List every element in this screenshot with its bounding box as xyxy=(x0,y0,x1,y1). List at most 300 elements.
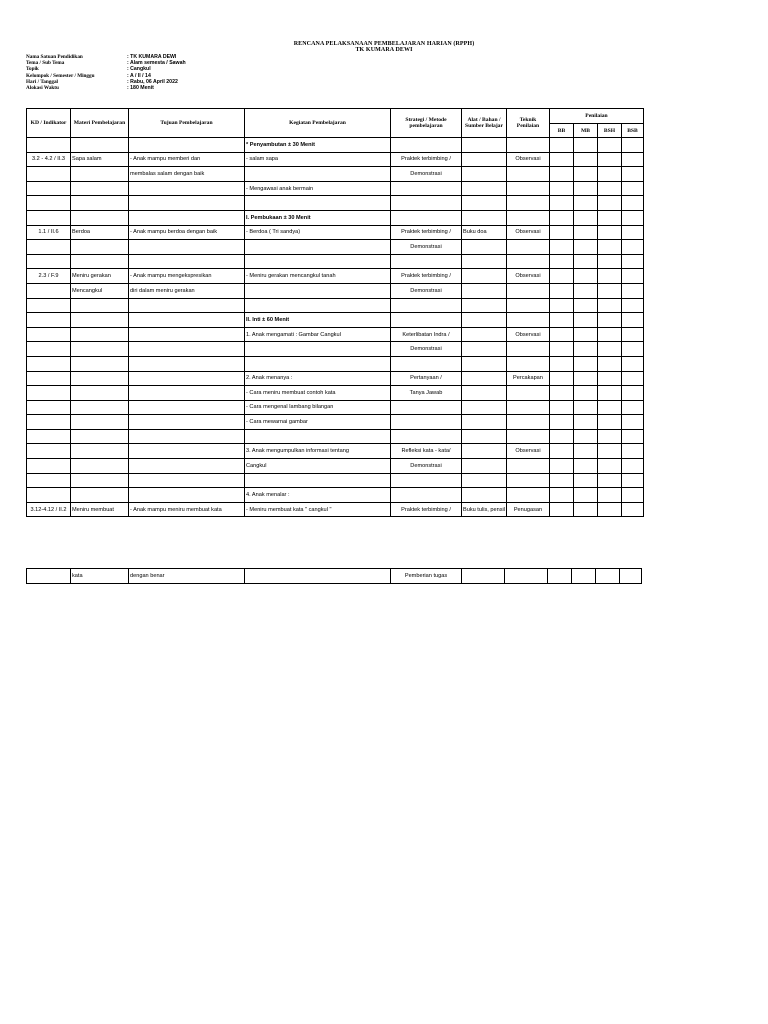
table-row xyxy=(27,181,644,196)
cell-bsh xyxy=(597,488,621,503)
cell-materi xyxy=(71,342,129,357)
cell-bsb xyxy=(621,196,643,211)
header-alat: Alat / Bahan / Sumber Belajar xyxy=(462,109,507,138)
cell-tujuan xyxy=(129,210,245,225)
cell-teknik xyxy=(506,313,549,328)
cell-bb xyxy=(549,283,573,298)
cell-bsh xyxy=(597,502,621,517)
cell-alat xyxy=(462,444,507,459)
cell-materi xyxy=(71,210,129,225)
header-teknik: Teknik Penilaian xyxy=(506,109,549,138)
info-value: : A / II / 14 xyxy=(127,72,151,79)
cell-kegiatan xyxy=(245,569,391,584)
cell-materi xyxy=(71,386,129,401)
cell-alat xyxy=(462,386,507,401)
cell-kd xyxy=(27,459,71,474)
cell-kd xyxy=(27,240,71,255)
cell-strategi: Demonstrasi xyxy=(391,283,462,298)
cell-alat xyxy=(462,210,507,225)
cell-materi xyxy=(71,167,129,182)
cell-strategi xyxy=(391,196,462,211)
cell-bsb xyxy=(621,167,643,182)
cell-bsh xyxy=(597,167,621,182)
info-value: : Cangkul xyxy=(127,66,151,73)
cell-tujuan: membalas salam dengan baik xyxy=(129,167,245,182)
cell-mb xyxy=(573,459,597,474)
cell-materi: Meniru membuat xyxy=(71,502,129,517)
cell-alat xyxy=(462,240,507,255)
cell-kd xyxy=(27,298,71,313)
cell-mb xyxy=(573,298,597,313)
cell-kd: 1.1 / II.6 xyxy=(27,225,71,240)
cell-tujuan: - Anak mampu berdoa dengan baik xyxy=(129,225,245,240)
cell-teknik xyxy=(506,342,549,357)
cell-mb xyxy=(573,502,597,517)
cell-kd xyxy=(27,196,71,211)
table-row xyxy=(27,269,644,284)
table-row xyxy=(27,152,644,167)
cell-teknik xyxy=(506,181,549,196)
cell-bb xyxy=(549,298,573,313)
cell-materi xyxy=(71,196,129,211)
cell-bb xyxy=(549,313,573,328)
cell-bsh xyxy=(597,356,621,371)
cell-bsb xyxy=(621,473,643,488)
cell-materi: Sapa salam xyxy=(71,152,129,167)
info-label: Topik xyxy=(26,66,39,73)
cell-mb xyxy=(573,313,597,328)
cell-bb xyxy=(549,196,573,211)
cell-mb xyxy=(573,371,597,386)
cell-strategi: Demonstrasi xyxy=(391,240,462,255)
cell-tujuan xyxy=(129,400,245,415)
cell-kegiatan: I. Pembukaan ± 30 Menit xyxy=(245,210,391,225)
info-value: : Rabu, 06 April 2022 xyxy=(127,78,178,85)
cell-strategi: Refleksi kata - kata/ xyxy=(391,444,462,459)
cell-tujuan xyxy=(129,386,245,401)
cell-teknik xyxy=(506,429,549,444)
cell-bsh xyxy=(597,444,621,459)
cell-alat xyxy=(462,400,507,415)
header-kegiatan: Kegiatan Pembelajaran xyxy=(245,109,391,138)
cell-bsb xyxy=(621,283,643,298)
cell-kegiatan: - Meniru gerakan mencangkul tanah xyxy=(245,269,391,284)
cell-strategi: Praktek terbimbing / xyxy=(391,502,462,517)
cell-alat xyxy=(462,459,507,474)
cell-bb xyxy=(549,181,573,196)
cell-strategi: Demonstrasi xyxy=(391,342,462,357)
cell-bsh xyxy=(597,298,621,313)
cell-bsb xyxy=(621,313,643,328)
cell-mb xyxy=(573,181,597,196)
cell-bsb xyxy=(621,152,643,167)
cell-tujuan xyxy=(129,356,245,371)
info-label: Kelompok / Semester / Minggu xyxy=(26,72,95,79)
cell-bsh xyxy=(597,210,621,225)
table-row xyxy=(27,327,644,342)
cell-tujuan: - Anak mampu meniru membuat kata xyxy=(129,502,245,517)
cell-kd xyxy=(27,138,71,153)
table-row xyxy=(27,415,644,430)
cell-bb xyxy=(549,152,573,167)
cell-materi xyxy=(71,488,129,503)
cell-teknik: Observasi xyxy=(506,269,549,284)
cell-bb xyxy=(549,167,573,182)
cell-bsh xyxy=(597,473,621,488)
cell-strategi: Demonstrasi xyxy=(391,459,462,474)
cell-teknik xyxy=(505,569,548,584)
cell-tujuan xyxy=(129,342,245,357)
cell-kegiatan: 2. Anak menanya : xyxy=(245,371,391,386)
cell-kd xyxy=(27,327,71,342)
cell-tujuan xyxy=(129,138,245,153)
cell-strategi xyxy=(391,473,462,488)
cell-materi xyxy=(71,444,129,459)
cell-tujuan xyxy=(129,371,245,386)
cell-bb xyxy=(549,210,573,225)
cell-kegiatan: - Cara meniru membuat contoh kata xyxy=(245,386,391,401)
cell-tujuan xyxy=(129,459,245,474)
cell-mb xyxy=(573,327,597,342)
cell-bsb xyxy=(621,240,643,255)
cell-kegiatan: - Berdoa ( Tri sandya) xyxy=(245,225,391,240)
cell-teknik xyxy=(506,283,549,298)
cell-bsb xyxy=(621,488,643,503)
cell-kd xyxy=(27,283,71,298)
cell-strategi: Pemberian tugas xyxy=(391,569,462,584)
cell-kd xyxy=(27,415,71,430)
cell-kd xyxy=(27,356,71,371)
cell-bsb xyxy=(621,327,643,342)
cell-bb xyxy=(549,371,573,386)
cell-kd xyxy=(27,473,71,488)
cell-tujuan xyxy=(129,196,245,211)
cell-alat xyxy=(462,327,507,342)
table-row xyxy=(27,386,644,401)
cell-bsb xyxy=(621,429,643,444)
table-row xyxy=(27,342,644,357)
cell-bb xyxy=(549,342,573,357)
cell-strategi xyxy=(391,313,462,328)
cell-strategi: Keterlibatan Indra / xyxy=(391,327,462,342)
cell-materi xyxy=(71,298,129,313)
cell-bb xyxy=(549,400,573,415)
table-row xyxy=(27,473,644,488)
cell-bsb xyxy=(621,138,643,153)
cell-bb xyxy=(549,502,573,517)
cell-bb xyxy=(549,327,573,342)
cell-bsb xyxy=(621,181,643,196)
cell-alat xyxy=(462,473,507,488)
cell-alat xyxy=(462,569,505,584)
cell-kegiatan xyxy=(245,283,391,298)
cell-mb xyxy=(573,400,597,415)
cell-teknik: Observasi xyxy=(506,225,549,240)
cell-bsb xyxy=(621,356,643,371)
cell-strategi xyxy=(391,298,462,313)
cell-bb xyxy=(549,429,573,444)
cell-mb xyxy=(573,240,597,255)
document-subtitle: TK KUMARA DEWI xyxy=(355,47,413,53)
cell-kegiatan xyxy=(245,254,391,269)
cell-bsb xyxy=(621,444,643,459)
cell-tujuan xyxy=(129,313,245,328)
cell-alat xyxy=(462,181,507,196)
cell-bsh xyxy=(597,225,621,240)
cell-kegiatan xyxy=(245,429,391,444)
cell-bsh xyxy=(597,342,621,357)
cell-alat xyxy=(462,356,507,371)
cell-materi: Mencangkul xyxy=(71,283,129,298)
cell-materi xyxy=(71,254,129,269)
cell-mb xyxy=(573,429,597,444)
cell-materi xyxy=(71,371,129,386)
cell-kd xyxy=(27,342,71,357)
cell-bsh xyxy=(597,240,621,255)
cell-bsh xyxy=(597,138,621,153)
info-value: : 180 Menit xyxy=(127,84,154,91)
cell-bsb xyxy=(621,502,643,517)
cell-bb xyxy=(549,488,573,503)
cell-strategi xyxy=(391,210,462,225)
cell-mb xyxy=(573,225,597,240)
table-row xyxy=(27,459,644,474)
cell-bb xyxy=(549,415,573,430)
cell-materi xyxy=(71,313,129,328)
cell-bsb xyxy=(621,459,643,474)
cell-mb xyxy=(573,196,597,211)
cell-alat xyxy=(462,488,507,503)
table-row xyxy=(27,400,644,415)
cell-bsh xyxy=(596,569,620,584)
table-row xyxy=(27,429,644,444)
cell-bsb xyxy=(620,569,642,584)
cell-materi xyxy=(71,459,129,474)
table-row xyxy=(27,167,644,182)
table-row xyxy=(27,356,644,371)
cell-materi xyxy=(71,240,129,255)
cell-kd xyxy=(27,181,71,196)
info-value: : TK KUMARA DEWI xyxy=(127,54,177,60)
cell-strategi: Praktek terbimbing / xyxy=(391,269,462,284)
table-row xyxy=(27,210,644,225)
info-label: Nama Satuan Pendidikan xyxy=(26,54,83,60)
cell-teknik: Observasi xyxy=(506,444,549,459)
cell-materi xyxy=(71,415,129,430)
table-row xyxy=(27,488,644,503)
cell-kd xyxy=(27,254,71,269)
table-row xyxy=(27,313,644,328)
cell-tujuan xyxy=(129,473,245,488)
cell-kd xyxy=(27,488,71,503)
cell-kegiatan: 4. Anak menalar : xyxy=(245,488,391,503)
cell-mb xyxy=(573,138,597,153)
cell-alat xyxy=(462,342,507,357)
header-kd: KD / Indikator xyxy=(27,109,71,138)
cell-bsh xyxy=(597,459,621,474)
header-materi: Materi Pembelajaran xyxy=(71,109,129,138)
cell-strategi xyxy=(391,429,462,444)
cell-materi xyxy=(71,429,129,444)
cell-bsh xyxy=(597,400,621,415)
cell-alat xyxy=(462,167,507,182)
cell-bb xyxy=(549,225,573,240)
cell-alat xyxy=(462,152,507,167)
cell-materi: kata xyxy=(71,569,129,584)
cell-mb xyxy=(573,210,597,225)
cell-tujuan: - Anak mampu mengekspresikan xyxy=(129,269,245,284)
cell-kd xyxy=(27,429,71,444)
cell-kegiatan: * Penyambutan ± 30 Menit xyxy=(245,138,391,153)
cell-strategi xyxy=(391,415,462,430)
rpph-table xyxy=(26,108,644,517)
cell-bb xyxy=(548,569,572,584)
cell-bsh xyxy=(597,386,621,401)
cell-teknik xyxy=(506,167,549,182)
cell-bsb xyxy=(621,210,643,225)
cell-bsb xyxy=(621,415,643,430)
cell-materi: Meniru gerakan xyxy=(71,269,129,284)
cell-tujuan: diri dalam meniru gerakan xyxy=(129,283,245,298)
cell-mb xyxy=(573,167,597,182)
cell-materi: Berdoa xyxy=(71,225,129,240)
cell-teknik xyxy=(506,459,549,474)
header-bsb: BSB xyxy=(621,124,643,138)
cell-kegiatan: 3. Anak mengumpulkan informasi tentang xyxy=(245,444,391,459)
cell-alat xyxy=(462,298,507,313)
cell-bb xyxy=(549,138,573,153)
cell-mb xyxy=(573,254,597,269)
rpph-table-continued xyxy=(26,568,642,584)
cell-bsh xyxy=(597,283,621,298)
cell-kd xyxy=(27,400,71,415)
cell-alat xyxy=(462,429,507,444)
cell-alat xyxy=(462,269,507,284)
cell-teknik xyxy=(506,210,549,225)
cell-alat: Buku tulis, pensil xyxy=(462,502,507,517)
cell-tujuan xyxy=(129,415,245,430)
cell-mb xyxy=(573,269,597,284)
header-bsh: BSH xyxy=(597,124,621,138)
cell-tujuan xyxy=(129,240,245,255)
header-mb: MB xyxy=(573,124,597,138)
cell-kegiatan xyxy=(245,356,391,371)
cell-strategi xyxy=(391,138,462,153)
table-row xyxy=(27,254,644,269)
cell-kd xyxy=(27,210,71,225)
cell-alat xyxy=(462,196,507,211)
cell-bb xyxy=(549,269,573,284)
cell-bsb xyxy=(621,386,643,401)
cell-bb xyxy=(549,459,573,474)
cell-bsb xyxy=(621,371,643,386)
cell-bsh xyxy=(597,371,621,386)
cell-materi xyxy=(71,327,129,342)
table-row xyxy=(27,371,644,386)
cell-kegiatan: Cangkul xyxy=(245,459,391,474)
table-row xyxy=(27,444,644,459)
cell-bb xyxy=(549,473,573,488)
header-bb: BB xyxy=(549,124,573,138)
cell-bsh xyxy=(597,313,621,328)
cell-kegiatan: 1. Anak mengamati : Gambar Cangkul xyxy=(245,327,391,342)
cell-tujuan xyxy=(129,327,245,342)
cell-bsh xyxy=(597,181,621,196)
cell-tujuan xyxy=(129,181,245,196)
cell-kegiatan: - Cara mengenal lambang bilangan xyxy=(245,400,391,415)
cell-teknik xyxy=(506,488,549,503)
cell-teknik xyxy=(506,240,549,255)
cell-strategi xyxy=(391,181,462,196)
cell-alat: Buku doa xyxy=(462,225,507,240)
cell-strategi xyxy=(391,488,462,503)
cell-bb xyxy=(549,254,573,269)
cell-materi xyxy=(71,356,129,371)
cell-alat xyxy=(462,254,507,269)
cell-strategi xyxy=(391,254,462,269)
cell-mb xyxy=(573,356,597,371)
cell-alat xyxy=(462,283,507,298)
cell-kegiatan: - Mengawasi anak bermain xyxy=(245,181,391,196)
cell-kegiatan xyxy=(245,167,391,182)
table-row xyxy=(27,138,644,153)
cell-bsb xyxy=(621,400,643,415)
cell-teknik: Observasi xyxy=(506,327,549,342)
cell-teknik: Percakapan xyxy=(506,371,549,386)
cell-strategi: Praktek terbimbing / xyxy=(391,225,462,240)
header-penilaian: Penilaian xyxy=(549,109,643,124)
cell-mb xyxy=(573,283,597,298)
cell-kd xyxy=(27,167,71,182)
cell-kegiatan xyxy=(245,240,391,255)
cell-mb xyxy=(573,473,597,488)
cell-bsb xyxy=(621,254,643,269)
cell-bsh xyxy=(597,415,621,430)
cell-materi xyxy=(71,181,129,196)
header-tujuan: Tujuan Pembelajaran xyxy=(129,109,245,138)
cell-bsh xyxy=(597,254,621,269)
cell-strategi: Pertanyaan / xyxy=(391,371,462,386)
cell-strategi xyxy=(391,356,462,371)
cell-mb xyxy=(573,415,597,430)
cell-kd xyxy=(27,371,71,386)
info-value: : Alam semesta / Sawah xyxy=(127,60,186,67)
info-label: Tema / Sub Tema xyxy=(26,60,65,67)
cell-tujuan xyxy=(129,444,245,459)
cell-tujuan xyxy=(129,254,245,269)
table-row xyxy=(27,283,644,298)
cell-bsh xyxy=(597,429,621,444)
cell-bsb xyxy=(621,298,643,313)
cell-teknik xyxy=(506,196,549,211)
cell-materi xyxy=(71,473,129,488)
cell-kegiatan xyxy=(245,298,391,313)
cell-mb xyxy=(573,386,597,401)
cell-teknik: Observasi xyxy=(506,152,549,167)
cell-kd: 2.3 / F.9 xyxy=(27,269,71,284)
cell-bb xyxy=(549,356,573,371)
cell-bb xyxy=(549,240,573,255)
cell-mb xyxy=(572,569,596,584)
cell-bsb xyxy=(621,225,643,240)
cell-teknik xyxy=(506,356,549,371)
cell-kegiatan: - Meniru membuat kata " cangkul " xyxy=(245,502,391,517)
cell-tujuan: dengan benar xyxy=(129,569,245,584)
cell-strategi: Praktek terbimbing / xyxy=(391,152,462,167)
cell-mb xyxy=(573,342,597,357)
info-label: Hari / Tanggal xyxy=(26,78,58,85)
table-row xyxy=(27,225,644,240)
